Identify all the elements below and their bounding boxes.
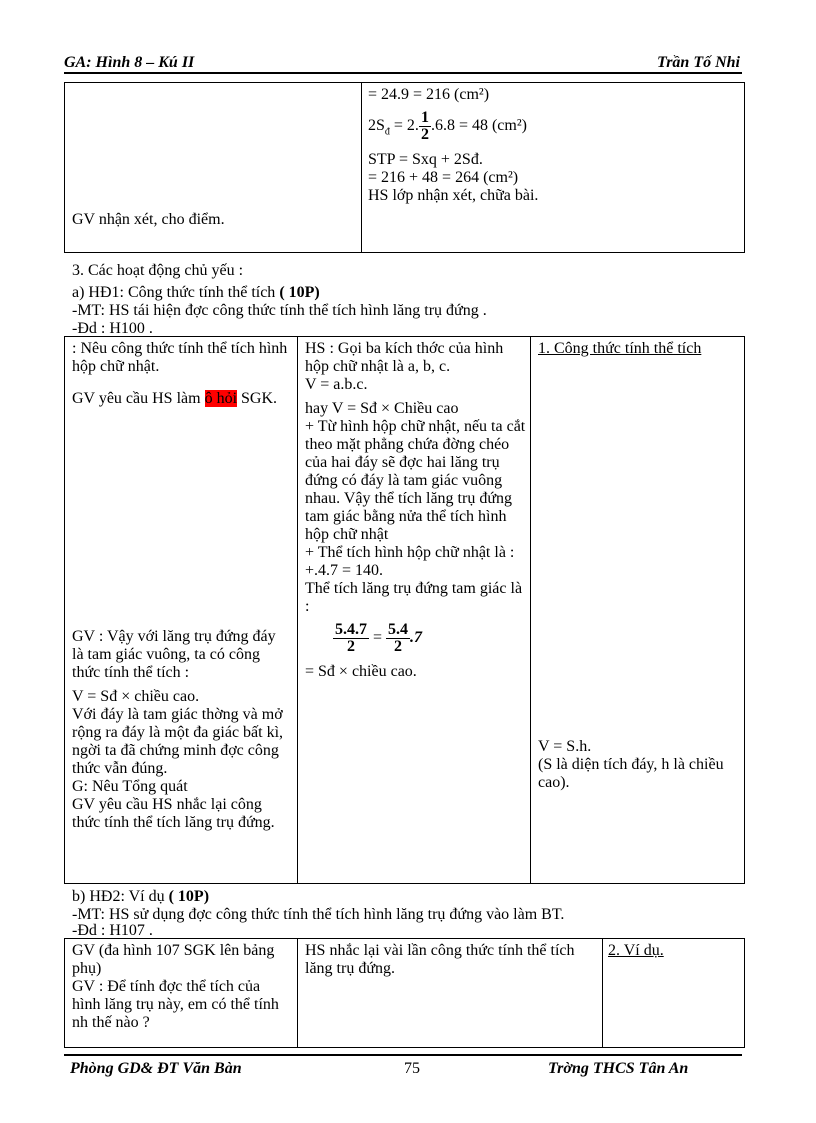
fraction-half: $\frac{1}{2}$ [420, 109, 429, 143]
t1-col2: HS : Gọi ba kích thớc của hình hộp chữ nhật là a, b, c. V = a.b.c. hay V = Sđ × Chiều cao + Từ hình hộp chữ nhật, nếu ta cắt theo mặt phẳng chứa đờng chéo của hai đáy sẽ đợc hai lăng trụ đứng có đáy là tam giác vuông nhau. Vậy thể tích lăng trụ đứng tam giác bằng nửa thể tích hình hộp chữ nhật + Thể tích hình hộp chữ nhật là : +.4.7 = 140. Thể tích lăng trụ đứng tam giác là : $\frac{5.4.7}{2}$ = $\frac{5.4}{2}$ .7 = Sđ × chiều cao. [305, 340, 526, 680]
t1-col1 [72, 340, 288, 408]
header-left: GA: Hình 8 – Kú II [64, 54, 195, 71]
hd2-heading: b) HĐ2: Ví dụ ( 10P) [72, 888, 210, 905]
t1-col1-question: : Nêu công thức tính thể tích hình hộp chữ nhật. [72, 340, 288, 375]
footer-left: Phòng GD& ĐT Văn Bàn [70, 1060, 242, 1077]
calc-line-2: $2S_đ = 2$. $\frac{1}{2}$ .6.8 = 48 (cm²) [368, 109, 527, 143]
t1-col3-heading: 1. Công thức tính thể tích [538, 340, 702, 357]
footer-right: Trờng THCS Tân An [548, 1060, 689, 1077]
volume-fraction-equation: $\frac{5.4.7}{2}$ = $\frac{5.4}{2}$ .7 [335, 621, 423, 655]
footer-rule [64, 1054, 742, 1056]
t2-col1: GV (đa hình 107 SGK lên bảng phụ) GV : Để tính đợc thể tích của hình lăng trụ này, em có thể tính nh thế nào ? [72, 942, 279, 1031]
header-rule [64, 72, 742, 74]
t1-col1-task: GV yêu cầu HS làm ô hỏi SGK. [72, 390, 278, 407]
hd2-objective: -MT: HS sử dụng đợc công thức tính thể tích hình lăng trụ đứng vào làm BT. [72, 906, 565, 923]
calc-line-1: = 24.9 = 216 (cm²) [368, 86, 490, 103]
hd1-objective: -MT: HS tái hiện đợc công thức tính thể tích hình lăng trụ đứng . [72, 302, 487, 319]
top-left-text: GV nhận xét, cho điểm. [72, 211, 225, 228]
section-title: 3. Các hoạt động chủ yếu : [72, 262, 244, 279]
page-number: 75 [404, 1060, 420, 1077]
t2-col2: HS nhắc lại vài lần công thức tính thể tích lăng trụ đứng. [305, 942, 575, 977]
t2-col3: 2. Ví dụ. [608, 942, 664, 959]
hd1-heading: a) HĐ1: Công thức tính thể tích ( 10P) [72, 284, 320, 301]
calc-line-5: HS lớp nhận xét, chữa bài. [368, 187, 539, 204]
calc-line-3: STP = Sxq + 2Sđ. [368, 151, 483, 168]
header-right: Trần Tố Nhi [657, 54, 740, 71]
top-right-calc [368, 86, 738, 205]
t1-col1-lower: GV : Vậy với lăng trụ đứng đáy là tam giác vuông, ta có công thức tính thể tích : V = Sđ × chiều cao. Với đáy là tam giác thờng và mở rộng ra đáy là một đa giác bất kì, ngời ta đã chứng minh đợc công thức vẫn đúng. G: Nêu Tổng quát GV yêu cầu HS nhắc lại công thức tính thể tích lăng trụ đứng. [72, 628, 284, 831]
t1-col3-formula: V = S.h. (S là diện tích đáy, h là chiều cao). [538, 738, 724, 791]
hd1-materials: -Đd : H100 . [72, 320, 153, 337]
calc-line-4: = 216 + 48 = 264 (cm²) [368, 169, 519, 186]
hd2-materials: -Đd : H107 . [72, 922, 153, 939]
